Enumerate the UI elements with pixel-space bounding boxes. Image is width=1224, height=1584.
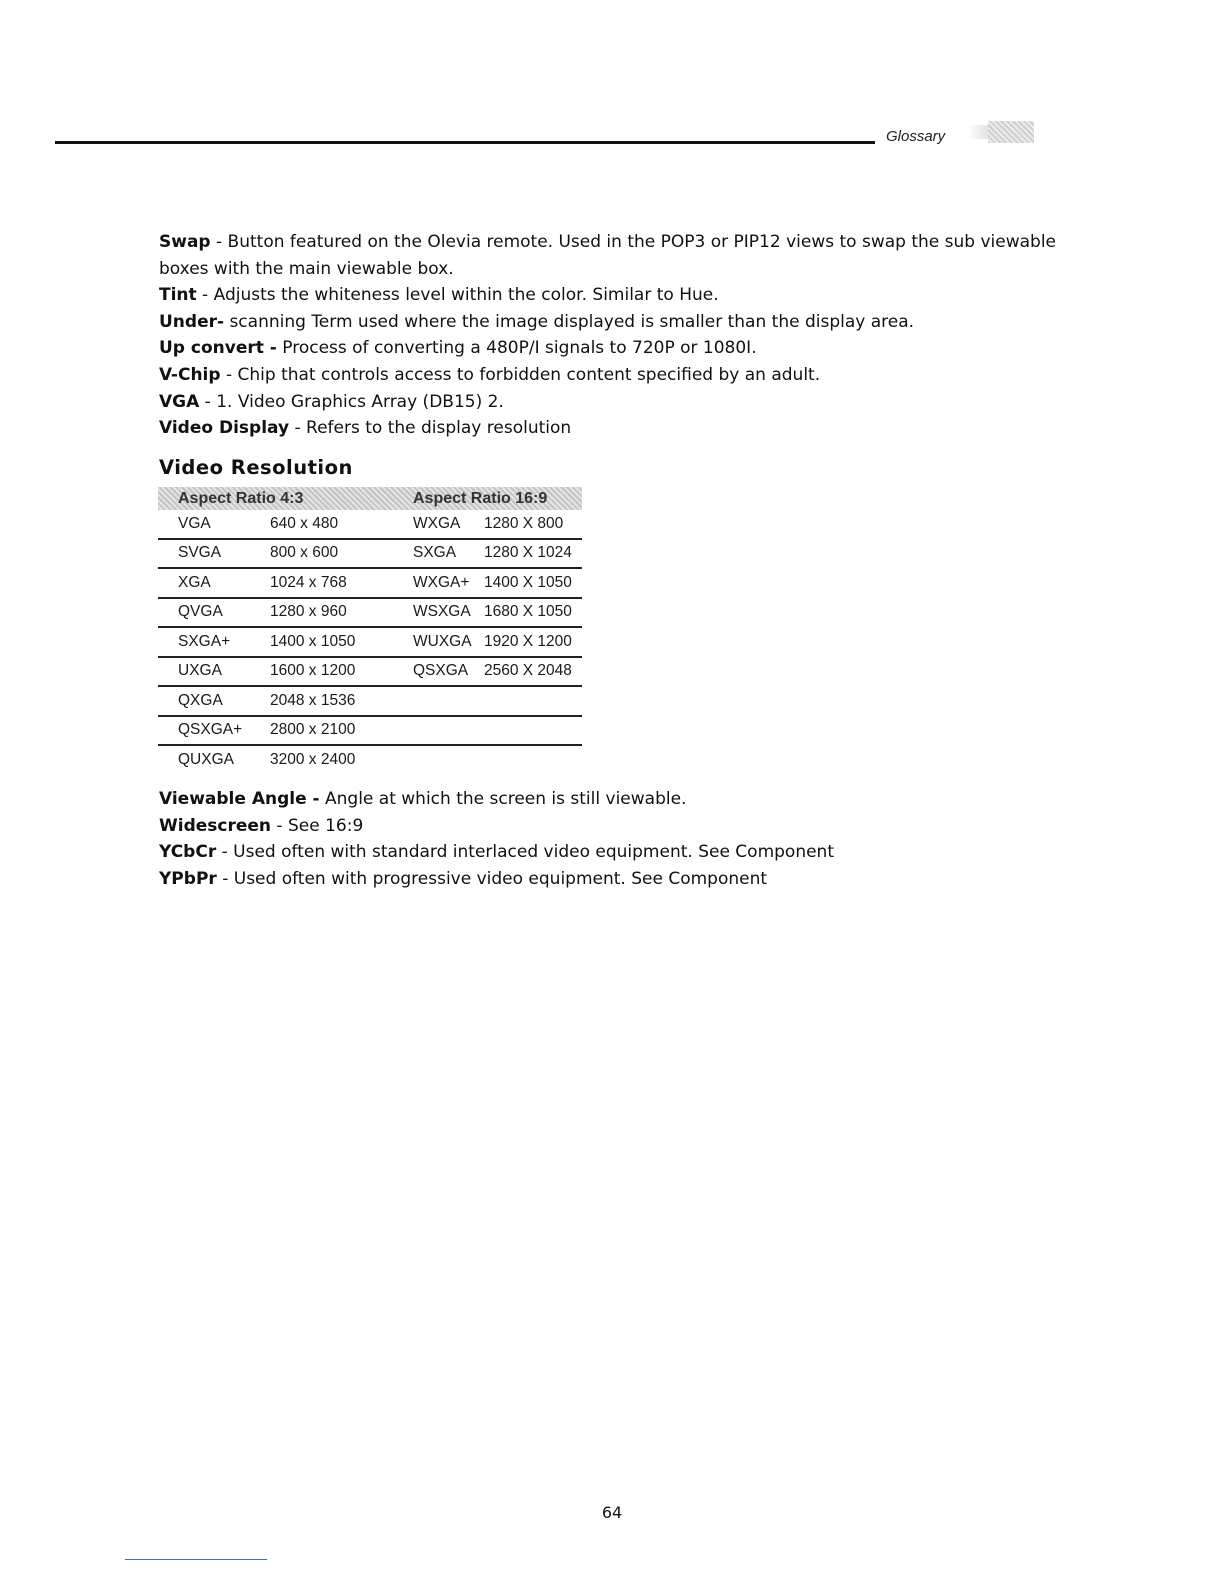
term: Viewable Angle - (159, 789, 320, 809)
definition: Process of converting a 480P/I signals to 720P or 1080I. (282, 338, 757, 359)
table-header-row (158, 487, 582, 510)
glossary-entry-under-scanning (159, 309, 1059, 336)
table-cell (484, 716, 582, 746)
glossary-entry-widescreen: Widescreen - See 16:9 (159, 815, 364, 836)
term: YPbPr (159, 868, 217, 889)
glossary-entry-video-display: Video Display - Refers to the display resolution (159, 418, 572, 439)
table-cell: 1920 X 1200 (484, 627, 582, 657)
table-cell: 1400 x 1050 (270, 627, 413, 657)
table-cell: 800 x 600 (270, 539, 413, 569)
table-cell: 1400 X 1050 (484, 568, 582, 598)
page-number: 64 (601, 1503, 623, 1522)
definition: 1. Video Graphics Array (DB15) 2. (216, 391, 504, 412)
definition: Refers to the display resolution (306, 418, 572, 439)
header-aspect-16-9: Aspect Ratio 16:9 (413, 487, 582, 510)
table-cell: QVGA (158, 598, 270, 628)
table-cell: 1280 x 960 (270, 598, 413, 628)
table-cell: 2560 X 2048 (484, 657, 582, 687)
table-cell (413, 716, 484, 746)
table-cell: WUXGA (413, 627, 484, 657)
section-title: Glossary (886, 128, 946, 145)
table-cell: QSXGA+ (158, 716, 270, 746)
table-cell: WXGA+ (413, 568, 484, 598)
term: Video Display (159, 418, 290, 439)
table-cell: WXGA (413, 510, 484, 539)
table-row (158, 568, 582, 598)
header-aspect-4-3: Aspect Ratio 4:3 (158, 487, 413, 510)
table-cell (484, 745, 582, 774)
table-cell: VGA (158, 510, 270, 539)
table-row (158, 716, 582, 746)
table-row (158, 686, 582, 716)
term: Up convert - (159, 338, 277, 359)
term: Widescreen (159, 815, 272, 836)
glossary-entry-ycbcr: YCbCr - Used often with standard interlaced video equipment. See Component (159, 842, 834, 863)
table-cell (413, 686, 484, 716)
glossary-entry-v-chip: V-Chip - Chip that controls access to forbidden content specified by an adult. (159, 364, 821, 385)
glossary-entry-swap: Swap - Button featured on the Olevia remote. Used in the POP3 or PIP12 views to swap the sub viewable boxes with the main viewable box. (159, 232, 1057, 279)
table-cell: UXGA (158, 657, 270, 687)
term: Tint (159, 285, 197, 306)
term: Swap (159, 232, 211, 252)
table-cell: SVGA (158, 539, 270, 569)
definition: Button featured on the Olevia remote. Used in the POP3 or PIP12 views to swap the sub viewable boxes with the main viewable box. (159, 232, 1057, 279)
table-cell: 1024 x 768 (270, 568, 413, 598)
glossary-entry-up-convert (159, 335, 1059, 362)
table-cell: WSXGA (413, 598, 484, 628)
definition: See 16:9 (287, 815, 364, 836)
table-cell: QSXGA (413, 657, 484, 687)
table-cell: SXGA (413, 539, 484, 569)
definition: Chip that controls access to forbidden content specified by an adult. (237, 364, 821, 385)
table-cell: 1680 X 1050 (484, 598, 582, 628)
glossary-entry-viewable-angle (159, 786, 1059, 813)
table-cell: 1280 X 800 (484, 510, 582, 539)
table-cell: 3200 x 2400 (270, 750, 356, 768)
table-row (158, 510, 582, 539)
table-row (158, 598, 582, 628)
glossary-bottom (159, 786, 1059, 892)
glossary-top (159, 229, 1059, 442)
table-cell: 640 x 480 (270, 510, 413, 539)
table-cell: XGA (158, 568, 270, 598)
table-cell: 2048 x 1536 (270, 686, 413, 716)
definition: scanning Term used where the image displayed is smaller than the display area. (229, 311, 915, 332)
video-resolution-table (158, 487, 582, 774)
table-cell: QXGA (158, 686, 270, 716)
table-cell (413, 745, 484, 774)
table-cell: 2800 x 2100 (270, 716, 413, 746)
definition: Angle at which the screen is still viewable. (325, 789, 687, 809)
footer-rule (125, 1559, 267, 1560)
table-row (158, 657, 582, 687)
glossary-entry-vga: VGA - 1. Video Graphics Array (DB15) 2. (159, 391, 504, 412)
term: Under- (159, 311, 225, 332)
header-rule (55, 141, 875, 144)
glossary-entry-tint: Tint - Adjusts the whiteness level within the color. Similar to Hue. (159, 285, 719, 306)
table-cell: SXGA+ (158, 627, 270, 657)
term: YCbCr (159, 842, 217, 863)
term: V-Chip (159, 364, 221, 385)
table-row (158, 627, 582, 657)
definition: Used often with standard interlaced video equipment. See Component (233, 842, 834, 863)
definition: Used often with progressive video equipment. See Component (233, 868, 768, 889)
table-cell (484, 686, 582, 716)
table-cell: 1280 X 1024 (484, 539, 582, 569)
glossary-entry-ypbpr: YPbPr - Used often with progressive video equipment. See Component (159, 868, 768, 889)
term: VGA (159, 391, 200, 412)
table-cell: QUXGA (178, 750, 234, 768)
section-tab-graphic (988, 121, 1034, 143)
video-resolution-heading: Video Resolution (159, 456, 353, 479)
definition: Adjusts the whiteness level within the color. Similar to Hue. (213, 285, 719, 306)
table-row (158, 745, 582, 774)
table-cell: 1600 x 1200 (270, 657, 413, 687)
table-row (158, 539, 582, 569)
